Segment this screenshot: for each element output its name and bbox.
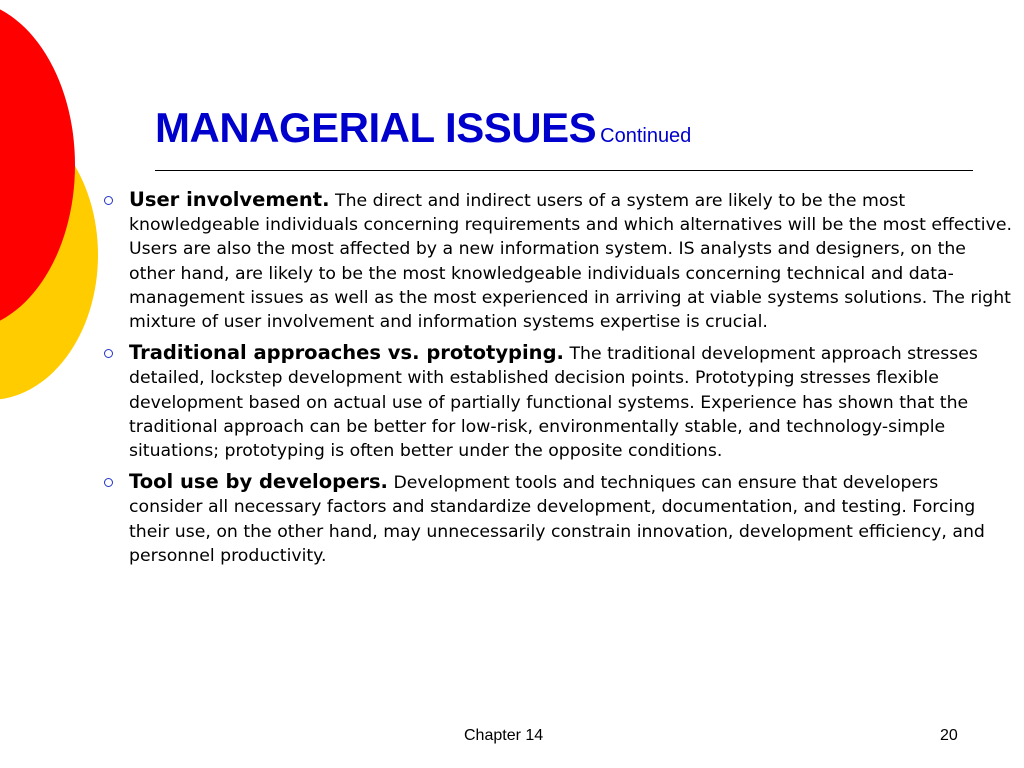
title-underline — [155, 170, 973, 171]
title-main: MANAGERIAL ISSUES — [155, 104, 597, 151]
bullet-heading: Traditional approaches vs. prototyping. — [129, 341, 564, 365]
footer-page-number: 20 — [940, 727, 958, 744]
hollow-circle-bullet-icon — [104, 478, 113, 487]
hollow-circle-bullet-icon — [104, 196, 113, 205]
bullet-text: Development tools and techniques can ensure that developers consider all necessary factors and standardize development, documentation, and testing. Forcing their use, on the other hand, may unnecessarily constrain innovation, development efficiency, and personnel productivity. — [129, 473, 985, 566]
bullet-list — [100, 188, 1014, 575]
bullet-item-traditional-vs-prototyping — [100, 341, 1014, 463]
bullet-text: The direct and indirect users of a system are likely to be the most knowledgeable individuals concerning requirements and which alternatives will be the most effective. Users are also the most affected by a new information system. IS analysts and designers, on the other hand, are likely to be the most knowledgeable individuals concerning technical and data-management issues as well as the most experienced in arriving at viable systems solutions. The right mixture of user involvement and information systems expertise is crucial. — [129, 191, 1012, 333]
hollow-circle-bullet-icon — [104, 349, 113, 358]
bullet-item-user-involvement — [100, 188, 1014, 334]
bullet-text: The traditional development approach stresses detailed, lockstep development with established decision points. Prototyping stresses flexible development based on actual use of partially functional systems. Experience has shown that the traditional approach can be better for low-risk, environmentally stable, and technology-simple situations; prototyping is often better under the opposite conditions. — [129, 344, 978, 462]
title-subtitle: Continued — [600, 125, 692, 147]
slide-title — [155, 104, 691, 152]
bullet-heading: Tool use by developers. — [129, 470, 388, 494]
bullet-item-tool-use — [100, 470, 1014, 568]
footer-chapter: Chapter 14 — [464, 727, 544, 744]
bullet-heading: User involvement. — [129, 188, 330, 211]
